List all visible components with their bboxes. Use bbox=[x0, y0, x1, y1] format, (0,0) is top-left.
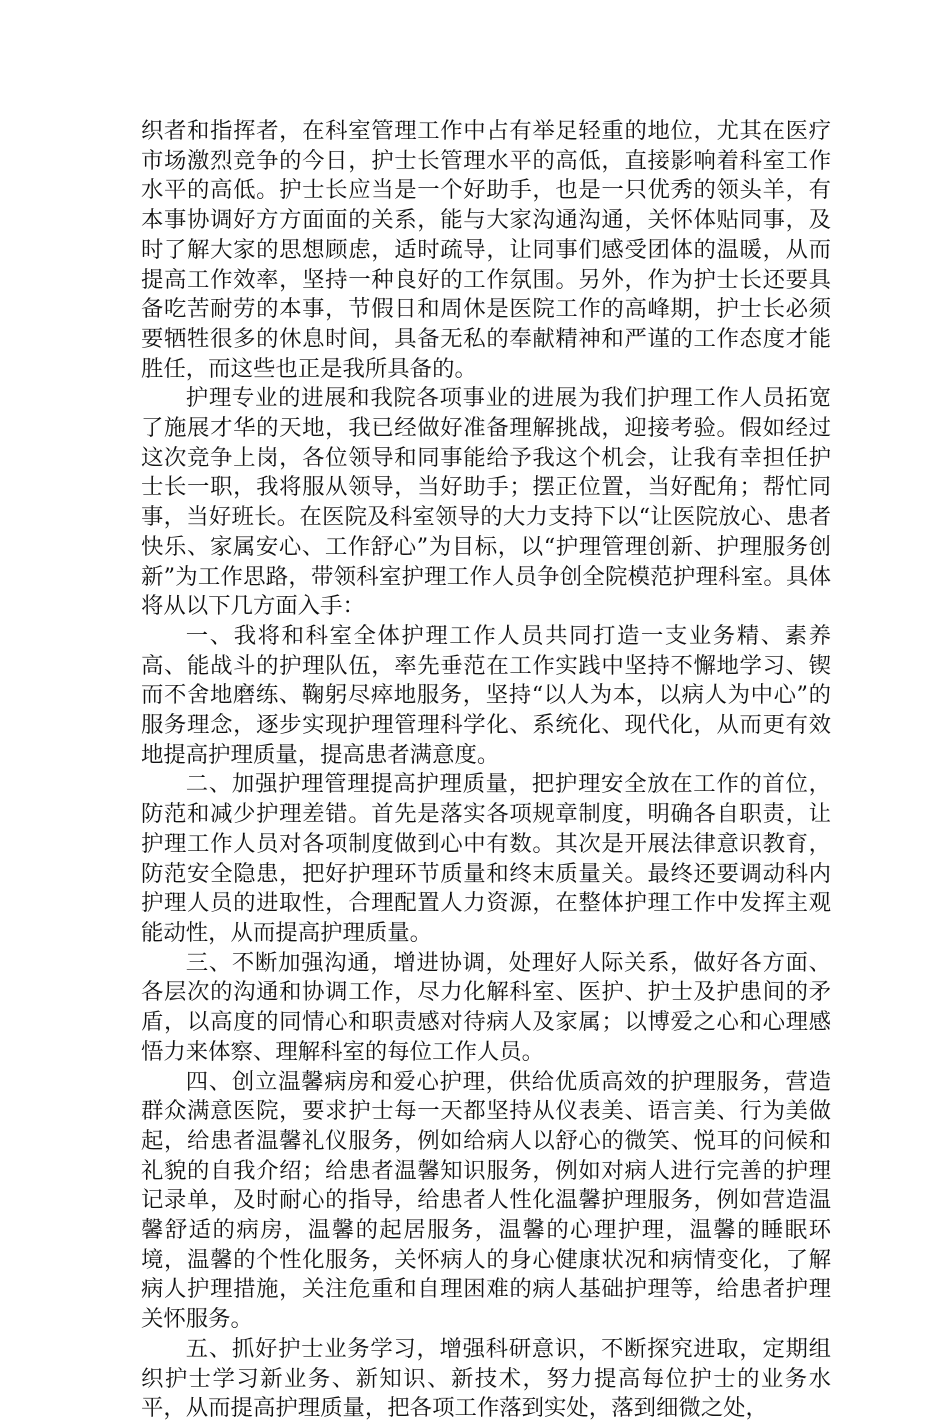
paragraph-point-five: 五、抓好护士业务学习，增强科研意识，不断探究进取，定期组织护士学习新业务、新知识、新技术，努力提高每位护士的业务水平，从而提高护理质量，把各项工作落到实处，落到细微之处， bbox=[141, 1335, 831, 1422]
document-body bbox=[141, 117, 831, 1424]
paragraph-continuation: 织者和指挥者，在科室管理工作中占有举足轻重的地位，尤其在医疗市场激烈竞争的今日，护士长管理水平的高低，直接影响着科室工作水平的高低。护士长应当是一个好助手，也是一只优秀的领头羊，有本事协调好方方面面的关系，能与大家沟通沟通，关怀体贴同事，及时了解大家的思想顾虑，适时疏导，让同事们感受团体的温暖，从而提高工作效率，坚持一种良好的工作氛围。另外，作为护士长还要具备吃苦耐劳的本事，节假日和周休是医院工作的高峰期，护士长必须要牺牲很多的休息时间，具备无私的奉献精神和严谨的工作态度才能胜任，而这些也正是我所具备的。 bbox=[141, 118, 831, 382]
paragraph-point-four: 四、创立温馨病房和爱心护理，供给优质高效的护理服务，营造群众满意医院，要求护士每一天都坚持从仪表美、语言美、行为美做起，给患者温馨礼仪服务，例如给病人以舒心的微笑、悦耳的问候和礼貌的自我介绍；给患者温馨知识服务，例如对病人进行完善的护理记录单，及时耐心的指导，给患者人性化温馨护理服务，例如营造温馨舒适的病房，温馨的起居服务，温馨的心理护理，温馨的睡眠环境，温馨的个性化服务，关怀病人的身心健康状况和病情变化，了解病人护理措施，关注危重和自理困难的病人基础护理等，给患者护理关怀服务。 bbox=[141, 1068, 831, 1333]
paragraph-point-two: 二、加强护理管理提高护理质量，把护理安全放在工作的首位，防范和减少护理差错。首先是落实各项规章制度，明确各自职责，让护理工作人员对各项制度做到心中有数。其次是开展法律意识教育，防范安全隐患，把好护理环节质量和终末质量关。最终还要调动科内护理人员的进取性，合理配置人力资源，在整体护理工作中发挥主观能动性，从而提高护理质量。 bbox=[141, 771, 831, 946]
paragraph-point-three: 三、不断加强沟通，增进协调，处理好人际关系，做好各方面、各层次的沟通和协调工作，尽力化解科室、医护、护士及护患间的矛盾，以高度的同情心和职责感对待病人及家属；以博爱之心和心理感悟力来体察、理解科室的每位工作人员。 bbox=[141, 949, 831, 1065]
paragraph-point-one: 一、我将和科室全体护理工作人员共同打造一支业务精、素养高、能战斗的护理队伍，率先垂范在工作实践中坚持不懈地学习、锲而不舍地磨练、鞠躬尽瘁地服务，坚持“以人为本，以病人为中心”的服务理念，逐步实现护理管理科学化、系统化、现代化，从而更有效地提高护理质量，提高患者满意度。 bbox=[141, 622, 831, 768]
paragraph-development: 护理专业的进展和我院各项事业的进展为我们护理工作人员拓宽了施展才华的天地，我已经做好准备理解挑战，迎接考验。假如经过这次竞争上岗，各位领导和同事能给予我这个机会，让我有幸担任护士长一职，我将服从领导，当好助手；摆正位置，当好配角；帮忙同事，当好班长。在医院及科室领导的大力支持下以“让医院放心、患者快乐、家属安心、工作舒心”为目标，以“护理管理创新、护理服务创新”为工作思路，带领科室护理工作人员争创全院模范护理科室。具体将从以下几方面入手： bbox=[141, 385, 831, 620]
